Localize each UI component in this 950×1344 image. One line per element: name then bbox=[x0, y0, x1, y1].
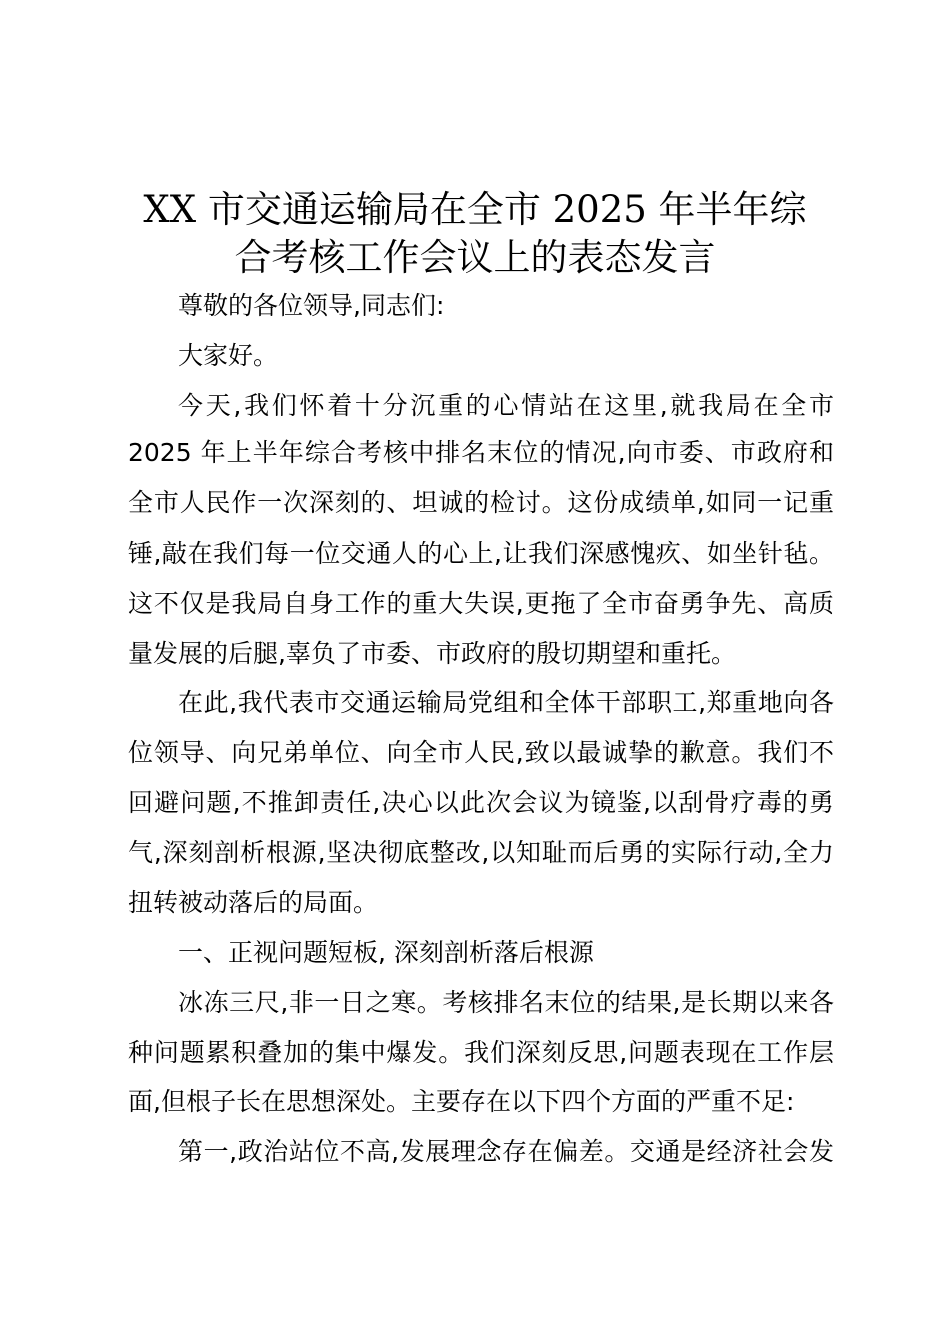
text-line: 2025 年上半年综合考核中排名末位的情况,向市委、市政府和 bbox=[128, 438, 834, 467]
text-line: 在此,我代表市交通运输局党组和全体干部职工,郑重地向各 bbox=[178, 688, 834, 717]
section-heading: 一、正视问题短板, 深刻剖析落后根源 bbox=[178, 938, 594, 967]
text-line: 回避问题,不推卸责任,决心以此次会议为镜鉴,以刮骨疗毒的勇 bbox=[128, 788, 834, 817]
document-title-line-2: 合考核工作会议上的表态发言 bbox=[234, 236, 716, 279]
text-line: 气,深刻剖析根源,坚决彻底整改,以知耻而后勇的实际行动,全力 bbox=[128, 838, 834, 867]
text-line: 种问题累积叠加的集中爆发。我们深刻反思,问题表现在工作层 bbox=[128, 1038, 834, 1067]
greeting: 大家好。 bbox=[178, 341, 279, 370]
document-title-line-1: XX 市交通运输局在全市 2025 年半年综 bbox=[143, 188, 807, 231]
text-line: 锤,敲在我们每一位交通人的心上,让我们深感愧疚、如坐针毡。 bbox=[128, 539, 834, 568]
text-line: 这不仅是我局自身工作的重大失误,更拖了全市奋勇争先、高质 bbox=[128, 589, 834, 618]
text-line: 面,但根子长在思想深处。主要存在以下四个方面的严重不足: bbox=[128, 1087, 795, 1116]
text-line: 扭转被动落后的局面。 bbox=[128, 888, 379, 917]
salutation: 尊敬的各位领导,同志们: bbox=[178, 291, 445, 320]
text-line: 冰冻三尺,非一日之寒。考核排名末位的结果,是长期以来各 bbox=[178, 988, 834, 1017]
text-line: 今天,我们怀着十分沉重的心情站在这里,就我局在全市 bbox=[178, 391, 834, 420]
text-line: 第一,政治站位不高,发展理念存在偏差。交通是经济社会发 bbox=[178, 1137, 834, 1166]
text-line: 量发展的后腿,辜负了市委、市政府的殷切期望和重托。 bbox=[128, 639, 736, 668]
text-line: 全市人民作一次深刻的、坦诚的检讨。这份成绩单,如同一记重 bbox=[128, 488, 834, 517]
text-line: 位领导、向兄弟单位、向全市人民,致以最诚挚的歉意。我们不 bbox=[128, 738, 834, 767]
